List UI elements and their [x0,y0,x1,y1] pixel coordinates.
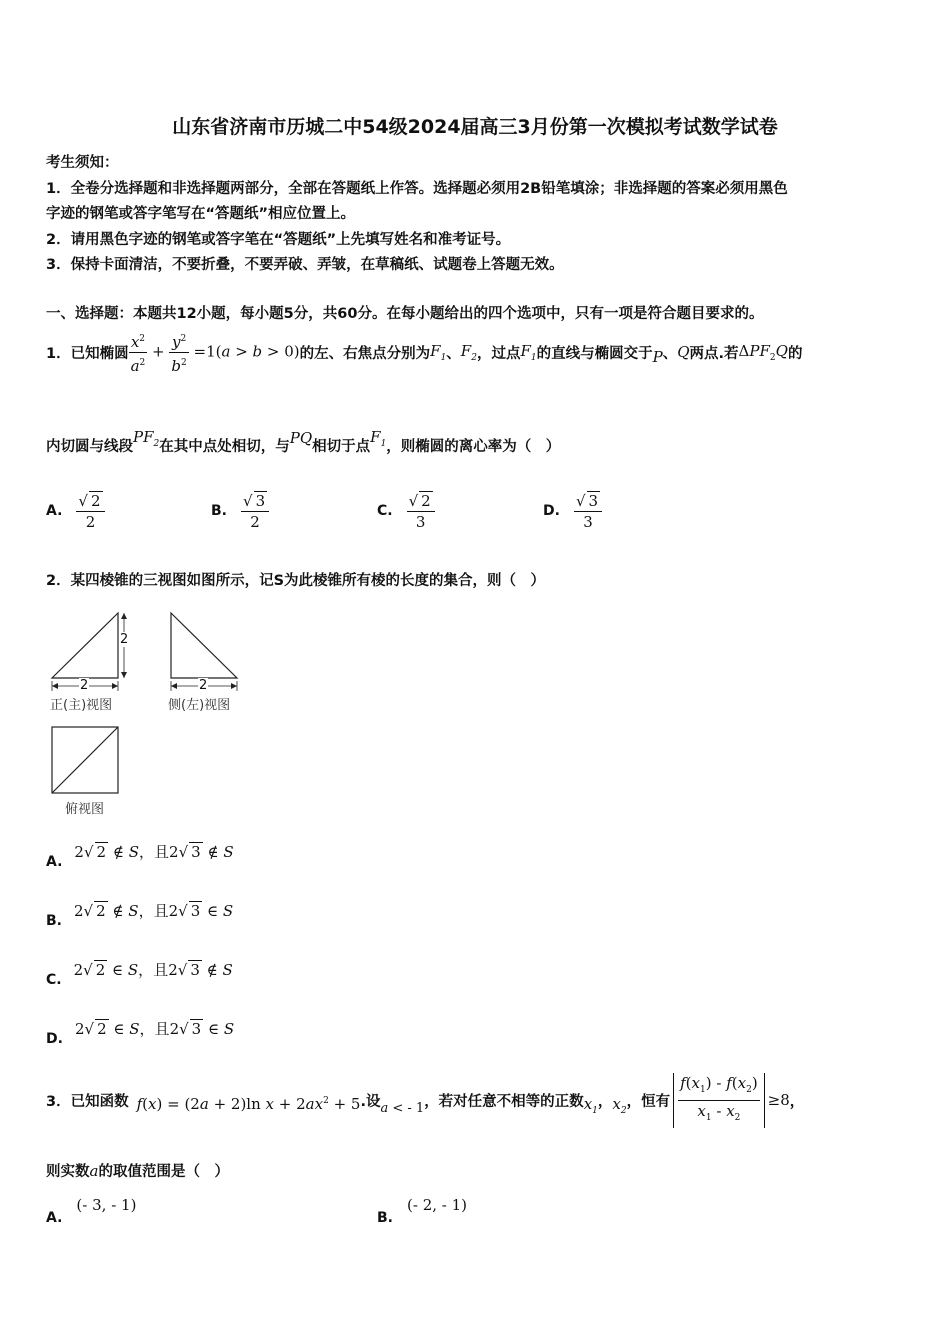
ellipse-equation: $\frac{x^2}{a^2}$ + $\frac{y^2}{b^2}$ =1(a > b > 0) [129,329,300,376]
notice-heading: 考生须知： [46,155,119,171]
notice-item-3: 3．保持卡面清洁，不要折叠，不要弄破、弄皱，在草稿纸、试题卷上答题无效。 [46,257,564,273]
side-view-label: 侧(左)视图 [168,698,231,713]
q1-option-b[interactable]: B. $\frac{√ 3}{2}$ [211,484,269,538]
q1-text: 相切于点 [312,438,371,455]
question-1-line-2 [46,425,560,465]
q1-text: 、 [662,345,678,362]
focus-f1: $F_1$ [430,341,447,363]
notice-item-1-cont: 字迹的钢笔或答字笔写在“答题纸”相应位置上。 [46,206,356,222]
function-definition: f(x) = (2a + 2)ln $x + 2ax^2 + 5$ [136,1095,361,1113]
q1-text: 的左、右焦点分别为 [299,345,431,362]
q2-option-a[interactable]: A. 2√ 2 ∉ S，且2√ 3 ∉ S [46,843,234,870]
triangle-pf2q: $\Delta PF_2Q$ [738,341,788,363]
front-view-height: 2 [120,632,129,647]
q1-option-a[interactable]: A. $\frac{√ 2}{2}$ [46,484,105,538]
top-view-label: 俯视图 [65,802,105,817]
focus-f2: $F_2$ [460,341,477,363]
point-p: P [652,348,663,366]
notice-item-1: 1．全卷分选择题和非选择题两部分，全部在答题纸上作答。选择题必须用2B铅笔填涂；非选择题的答案必须用黑色 [46,181,788,197]
inequality: $\frac{f(x_1) - f(x_2)}{x_1 - x_2}$ ≥8 [670,1073,790,1128]
point-q: Q [677,343,690,361]
notice-item-2: 2．请用黑色字迹的钢笔或答字笔在“答题纸”上先填写姓名和准考证号。 [46,232,511,248]
q2-option-d[interactable]: D. 2√ 2 ∈ S，且2√ 3 ∈ S [46,1020,235,1047]
q3-option-a[interactable]: A. (- 3, - 1) [46,1196,137,1226]
q1-text: ，则椭圆的离心率为（ ） [386,438,561,455]
side-view-width: 2 [199,678,208,693]
question-3-line-1: 3．已知函数 f(x) = (2a + 2)ln $x + 2ax^2 + 5$ .设 a < - 1 ，若对任意不相等的正数 $x_1$ ， $x_2$ ，恒有 $\frac{f(x_1) - f(x_2)}{x_1 - x_2}$ ≥8 ， [46,1072,804,1128]
q1-text: 在其中点处相切，与 [159,438,290,455]
q1-text: 1．已知椭圆 [46,345,129,362]
front-view-label: 正(主)视图 [50,698,113,713]
q2-option-c[interactable]: C. 2√ 2 ∈ S，且2√ 3 ∉ S [46,961,233,988]
q1-option-c[interactable]: C. $\frac{√ 2}{3}$ [377,484,435,538]
q1-text: 、 [446,345,461,362]
q1-text: 的直线与椭圆交于 [536,345,653,362]
q1-text: 内切圆与线段 [46,438,133,455]
condition-a: a < - 1 [380,1100,425,1116]
var-x2: $x_2$ [612,1094,627,1116]
q1-option-d[interactable]: D. $\frac{√ 3}{3}$ [543,484,602,538]
q2-option-b[interactable]: B. 2√ 2 ∉ S，且2√ 3 ∈ S [46,902,234,929]
q3-option-b[interactable]: B. (- 2, - 1) [377,1196,467,1226]
section-heading: 一、选择题：本题共12小题，每小题5分，共60分。在每小题给出的四个选项中，只有一项是符合题目要求的。 [46,306,764,322]
segment-pq: PQ [289,429,313,447]
q1-text: 的 [787,345,803,362]
page-title: 山东省济南市历城二中54级2024届高三3月份第一次模拟考试数学试卷 [172,116,778,138]
q1-text: ，过点 [476,345,521,362]
question-2: 2．某四棱锥的三视图如图所示，记S为此棱锥所有棱的长度的集合，则（ ） [46,573,546,589]
question-1-line-1 [46,325,802,379]
focus-f1: $F_1$ [370,427,387,449]
var-x1: $x_1$ [583,1094,598,1116]
q1-text: 两点.若 [689,345,739,362]
segment-pf2: $PF_2$ [133,427,160,449]
focus-f1: $F_1$ [520,341,537,363]
front-view-width: 2 [80,678,89,693]
question-3-line-2: 则实数a的取值范围是（ ） [46,1162,229,1180]
